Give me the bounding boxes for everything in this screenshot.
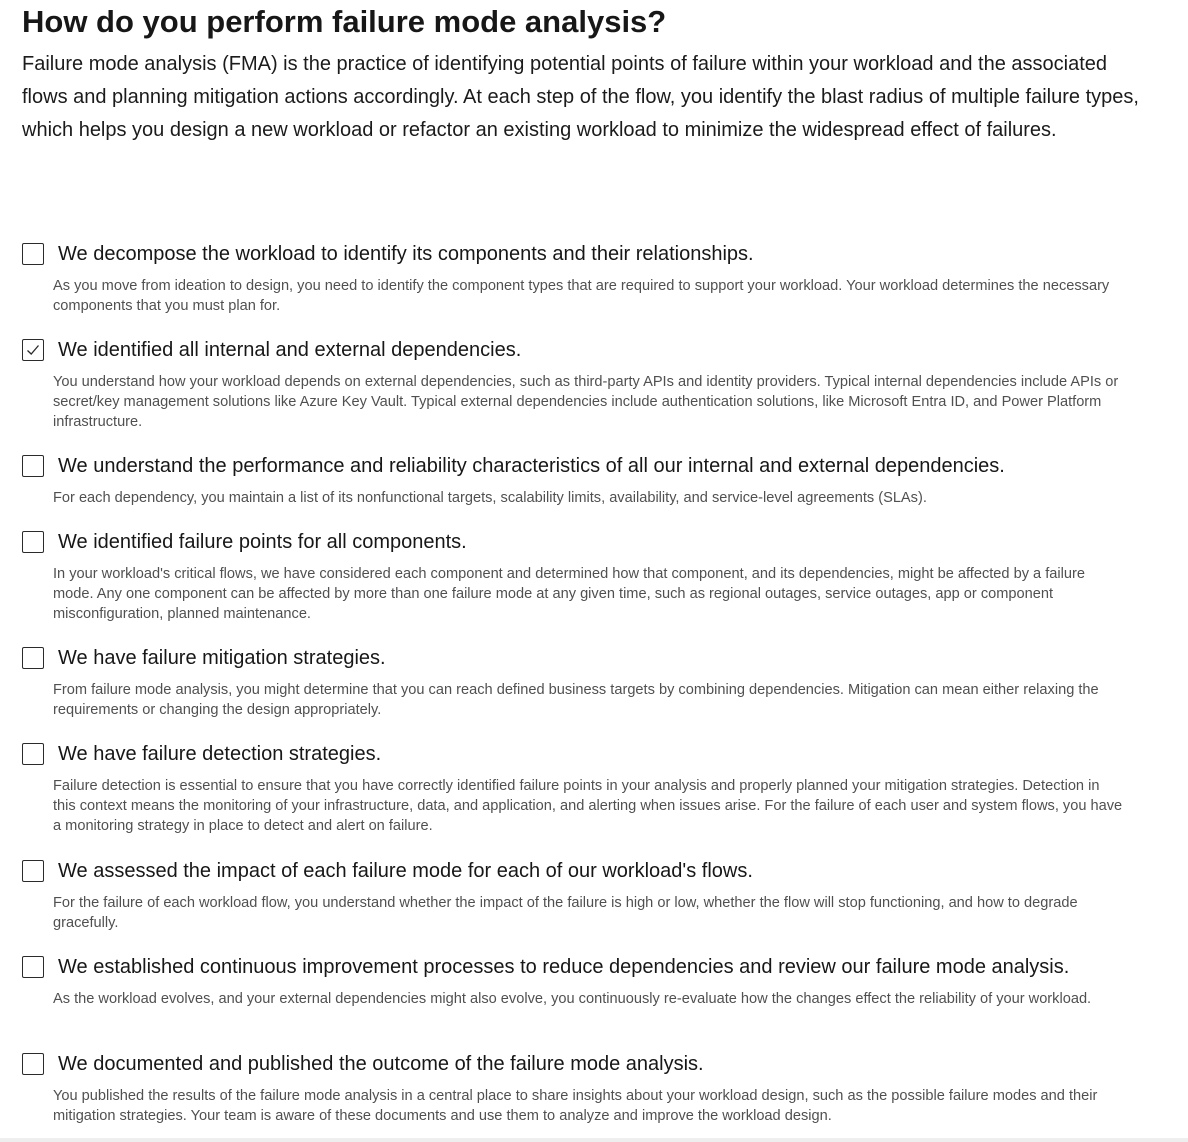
question-label[interactable]: We understand the performance and reliability characteristics of all our internal and external dependencies. [58, 455, 1005, 477]
bottom-divider [0, 1138, 1188, 1142]
question-item [22, 953, 1172, 1009]
question-item [22, 452, 1172, 508]
question-checkbox[interactable] [22, 339, 44, 361]
question-description: For each dependency, you maintain a list of its nonfunctional targets, scalability limits, availability, and service-level agreements (SLAs). [53, 490, 927, 506]
question-item [22, 336, 1172, 432]
question-label[interactable]: We have failure mitigation strategies. [58, 647, 386, 669]
question-item [22, 857, 1172, 933]
question-checkbox[interactable] [22, 743, 44, 765]
question-checkbox[interactable] [22, 531, 44, 553]
page-title: How do you perform failure mode analysis? [22, 4, 667, 39]
question-description: You published the results of the failure mode analysis in a central place to share insights about your workload design, such as the possible failure modes and their mitigation strategies. Your team is aware of these documents and use them to analyze and improve the workload design. [53, 1088, 1098, 1124]
question-description: As you move from ideation to design, you need to identify the component types that are required to support your workload. Your workload determines the necessary components that you must plan for. [53, 278, 1110, 314]
question-description: Failure detection is essential to ensure that you have correctly identified failure points in your analysis and properly planned your mitigation strategies. Detection in this context means the monitoring of your infrastructure, data, and application, and alerting when issues arise. For the failure of each user and system flows, you have a monitoring strategy in place to detect and alert on failure. [53, 778, 1123, 834]
question-item [22, 644, 1172, 720]
question-description: In your workload's critical flows, we have considered each component and determined how that component, and its dependencies, might be affected by a failure mode. Any one component can be affected by more than one failure mode at any given time, such as regional outages, service outages, app or component misconfiguration, planned maintenance. [53, 566, 1085, 622]
question-item [22, 1050, 1172, 1126]
question-item [22, 528, 1172, 624]
question-checkbox[interactable] [22, 455, 44, 477]
checkmark-icon [25, 342, 41, 358]
question-checkbox[interactable] [22, 647, 44, 669]
question-item [22, 740, 1172, 836]
question-label[interactable]: We have failure detection strategies. [58, 743, 382, 765]
intro-text: Failure mode analysis (FMA) is the practice of identifying potential points of failure within your workload and the associated flows and planning mitigation actions accordingly. At each step of the flow, you identify the blast radius of multiple failure types, which helps you design a new workload or refactor an existing workload to minimize the widespread effect of failures. [22, 53, 1139, 141]
question-label[interactable]: We established continuous improvement processes to reduce dependencies and review our failure mode analysis. [58, 956, 1070, 978]
question-checkbox[interactable] [22, 860, 44, 882]
question-description: You understand how your workload depends on external dependencies, such as third-party APIs and identity providers. Typical internal dependencies include APIs or secret/key management solutions like Azure Key Vault. Typical external dependencies include authentication solutions, like Microsoft Entra ID, and Power Platform infrastructure. [53, 374, 1119, 430]
question-label[interactable]: We assessed the impact of each failure mode for each of our workload's flows. [58, 860, 753, 882]
question-description: As the workload evolves, and your external dependencies might also evolve, you continuously re-evaluate how the changes effect the reliability of your workload. [53, 991, 1092, 1007]
question-label[interactable]: We decompose the workload to identify its components and their relationships. [58, 243, 754, 265]
question-description: For the failure of each workload flow, you understand whether the impact of the failure is high or low, whether the flow will stop functioning, and how to degrade gracefully. [53, 895, 1078, 931]
question-checkbox[interactable] [22, 956, 44, 978]
question-label[interactable]: We identified all internal and external dependencies. [58, 339, 522, 361]
question-checkbox[interactable] [22, 243, 44, 265]
question-item [22, 240, 1172, 316]
question-label[interactable]: We identified failure points for all components. [58, 531, 467, 553]
question-label[interactable]: We documented and published the outcome of the failure mode analysis. [58, 1053, 704, 1075]
question-checkbox[interactable] [22, 1053, 44, 1075]
question-description: From failure mode analysis, you might determine that you can reach defined business targets by combining dependencies. Mitigation can mean either relaxing the requirements or changing the design appropriately. [53, 682, 1099, 718]
